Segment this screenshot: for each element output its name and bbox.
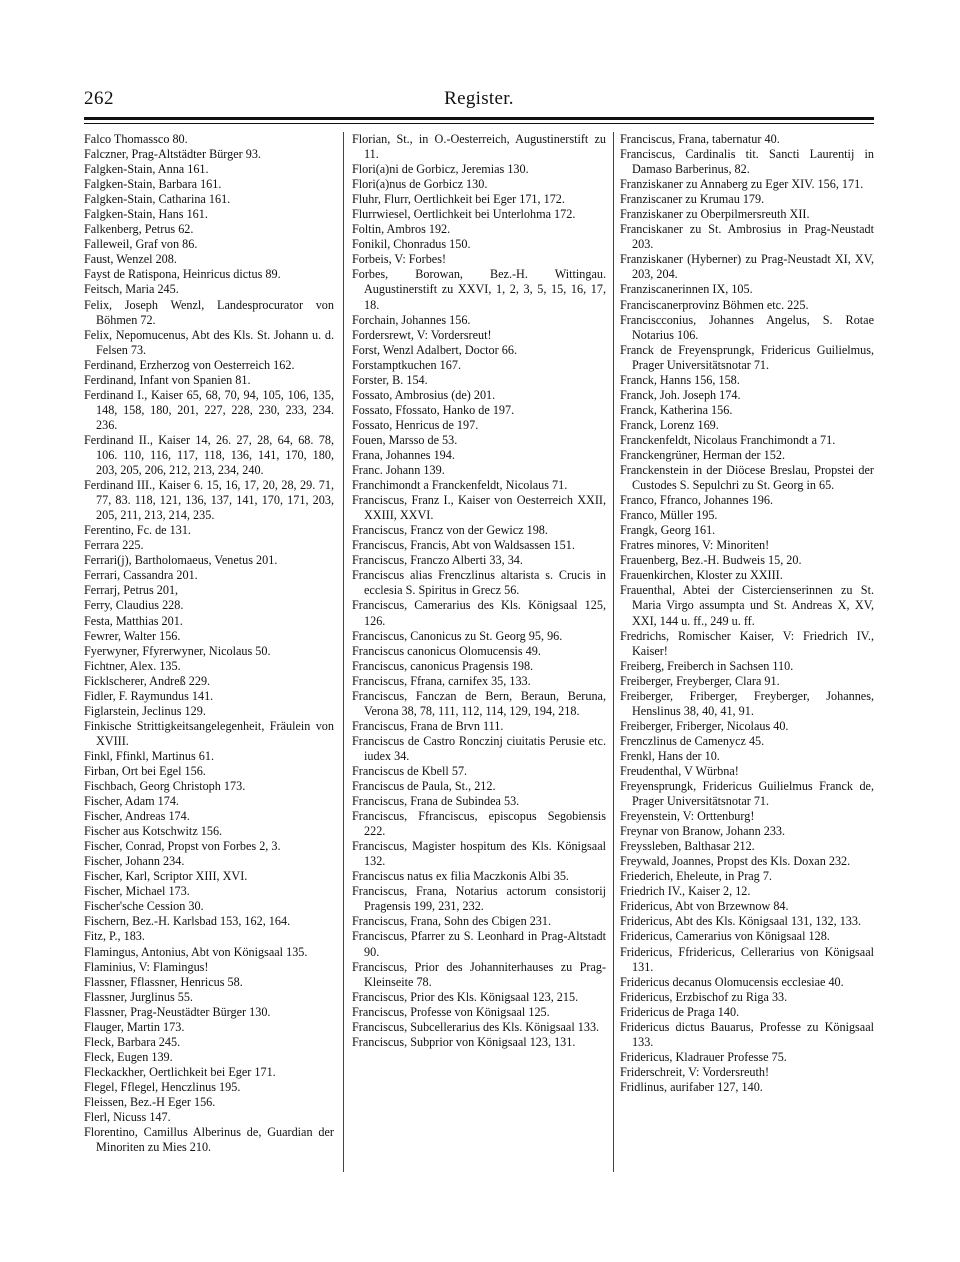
register-entry: Fridericus decanus Olomucensis ecclesiae 40. [620, 974, 844, 989]
page-header [84, 88, 874, 114]
register-entry: Falkenberg, Petrus 62. [84, 222, 194, 237]
register-entry: Franckenfeldt, Nicolaus Franchimondt a 71. [620, 432, 836, 447]
register-entry: Franchimondt a Franckenfeldt, Nicolaus 71. [352, 478, 568, 493]
register-entry: Franciscus, Magister hospitum des Kls. Königsaal 132. [352, 839, 606, 869]
register-entry: Franckenstein in der Diöcese Breslau, Propstei der Custodes S. Sepulchri zu St. Georg in 65. [620, 463, 874, 493]
register-entry: Foltin, Ambros 192. [352, 222, 451, 237]
register-entry: Franck, Katherina 156. [620, 402, 733, 417]
register-entry: Ferdinand, Erzherzog von Oesterreich 162. [84, 357, 295, 372]
register-entry: Franciscus, Camerarius des Kls. Königsaal 125, 126. [352, 598, 606, 628]
register-entry: Fossato, Ambrosius (de) 201. [352, 387, 496, 402]
register-entry: Forbeis, V: Forbes! [352, 252, 446, 267]
register-entry: Frangk, Georg 161. [620, 523, 716, 538]
register-entry: Figlarstein, Jeclinus 129. [84, 703, 206, 718]
register-entry: Franciscanerprovinz Böhmen etc. 225. [620, 297, 809, 312]
register-entry: Fleckackher, Oertlichkeit bei Eger 171. [84, 1064, 276, 1079]
register-entry: Franck, Joh. Joseph 174. [620, 387, 741, 402]
register-entry: Fridericus, Kladrauer Professe 75. [620, 1049, 787, 1064]
register-entry: Ferrara 225. [84, 538, 144, 553]
register-entry: Franciscus, Franz I., Kaiser von Oesterreich XXII, XXIII, XXVI. [352, 493, 606, 523]
register-entry: Franciscus, Fanczan de Bern, Beraun, Beruna, Verona 38, 78, 111, 112, 114, 129, 194, 218. [352, 688, 606, 718]
register-entry: Frauenthal, Abtei der Cistercienserinnen zu St. Maria Virgo assumpta und St. Andreas X, XV, XXI, 144 u. ff., 249 u. ff. [620, 583, 874, 628]
register-entry: Flassner, Fflassner, Henricus 58. [84, 974, 243, 989]
register-entry: Flori(a)nus de Gorbicz 130. [352, 177, 488, 192]
register-entry: Fischer, Michael 173. [84, 884, 190, 899]
register-entry: Franco, Ffranco, Johannes 196. [620, 493, 773, 508]
register-entry: Franciscus, Francz von der Gewicz 198. [352, 523, 548, 538]
register-entry: Fischer, Adam 174. [84, 794, 179, 809]
register-entry: Franciscus, Professe von Königsaal 125. [352, 1004, 550, 1019]
register-entry: Fischbach, Georg Christoph 173. [84, 779, 246, 794]
register-entry: Franciscus, Canonicus zu St. Georg 95, 96. [352, 628, 563, 643]
register-entry: Franciscus, Pfarrer zu S. Leonhard in Prag-Altstadt 90. [352, 929, 606, 959]
register-entry: Forst, Wenzl Adalbert, Doctor 66. [352, 342, 517, 357]
register-entry: Frauenberg, Bez.-H. Budweis 15, 20. [620, 553, 802, 568]
register-entry: Franciscus, Ffrana, carnifex 35, 133. [352, 673, 531, 688]
register-entry: Freudenthal, V Würbna! [620, 763, 739, 778]
register-entry: Frenczlinus de Camenycz 45. [620, 733, 765, 748]
register-entry: Feitsch, Maria 245. [84, 282, 179, 297]
register-entry: Fluhr, Flurr, Oertlichkeit bei Eger 171, 172. [352, 192, 565, 207]
register-entry: Finkische Strittigkeitsangelegenheit, Fräulein von XVIII. [84, 718, 334, 748]
register-entry: Fridericus dictus Bauarus, Professe zu Königsaal 133. [620, 1019, 874, 1049]
register-entry: Fridericus, Abt des Kls. Königsaal 131, 132, 133. [620, 914, 862, 929]
register-entry: Frenkl, Hans der 10. [620, 748, 720, 763]
register-entry: Franziskaner zu Oberpilmersreuth XII. [620, 207, 810, 222]
register-entry: Franziscaner zu Krumau 179. [620, 192, 765, 207]
register-entry: Franciscus de Paula, St., 212. [352, 779, 496, 794]
register-entry: Fouen, Marsso de 53. [352, 432, 458, 447]
register-entry: Falgken-Stain, Catharina 161. [84, 192, 231, 207]
register-entry: Fleck, Eugen 139. [84, 1049, 173, 1064]
register-entry: Fischer, Johann 234. [84, 854, 185, 869]
register-entry: Franciscus alias Frenczlinus altarista s. Crucis in ecclesia S. Spiritus in Grecz 56. [352, 568, 606, 598]
register-entry: Franciscus, Prior des Johanniterhauses zu Prag-Kleinseite 78. [352, 959, 606, 989]
register-entry: Fleissen, Bez.-H Eger 156. [84, 1095, 216, 1109]
register-entry: Frauenkirchen, Kloster zu XXIII. [620, 568, 783, 583]
register-entry: Franciscconius, Johannes Angelus, S. Rotae Notarius 106. [620, 312, 874, 342]
column-divider-1 [343, 132, 344, 1172]
register-entry: Forstamptkuchen 167. [352, 357, 461, 372]
running-head: Register. [444, 88, 514, 109]
register-entry: Flassner, Prag-Neustädter Bürger 130. [84, 1004, 271, 1019]
register-entry: Ferrari, Cassandra 201. [84, 568, 198, 583]
register-entry: Flurrwiesel, Oertlichkeit bei Unterlohma 172. [352, 207, 576, 222]
register-entry: Freiberger, Friberger, Nicolaus 40. [620, 718, 789, 733]
register-entry: Franciscus, Frana, tabernatur 40. [620, 132, 780, 146]
register-entry: Fridlinus, aurifaber 127, 140. [620, 1079, 763, 1094]
register-entry: Franciscus, Subcellerarius des Kls. Königsaal 133. [352, 1019, 600, 1034]
register-entry: Falco Thomassco 80. [84, 132, 188, 146]
register-entry: Festa, Matthias 201. [84, 613, 183, 628]
register-entry: Franciscus, Cardinalis tit. Sancti Laurentij in Damaso Barberinus, 82. [620, 147, 874, 177]
register-entry: Fitz, P., 183. [84, 929, 145, 944]
register-entry: Freyenstein, V: Orttenburg! [620, 809, 755, 824]
register-entry: Falczner, Prag-Altstädter Bürger 93. [84, 147, 261, 162]
register-entry: Felix, Joseph Wenzl, Landesprocurator von Böhmen 72. [84, 297, 334, 327]
register-entry: Franziskaner (Hyberner) zu Prag-Neustadt XI, XV, 203, 204. [620, 252, 874, 282]
register-entry: Falgken-Stain, Barbara 161. [84, 177, 222, 192]
register-entry: Flerl, Nicuss 147. [84, 1110, 171, 1125]
register-entry: Franciscus canonicus Olomucensis 49. [352, 643, 541, 658]
register-entry: Ferdinand II., Kaiser 14, 26. 27, 28, 64, 68. 78, 106. 110, 116, 117, 118, 136, 141, 170, 180, 203, 205, 206, 212, 213, 234, 240. [84, 432, 334, 478]
register-entry: Felix, Nepomucenus, Abt des Kls. St. Johann u. d. Felsen 73. [84, 327, 334, 357]
register-entry: Fossato, Ffossato, Hanko de 197. [352, 402, 515, 417]
page-number: 262 [84, 88, 114, 109]
register-entry: Ferentino, Fc. de 131. [84, 523, 191, 538]
register-entry: Fredrichs, Romischer Kaiser, V: Friedrich IV., Kaiser! [620, 628, 874, 658]
register-entry: Ferdinand, Infant von Spanien 81. [84, 372, 251, 387]
register-entry: Ferdinand I., Kaiser 65, 68, 70, 94, 105, 106, 135, 148, 158, 180, 201, 227, 228, 230, 233, 234. 236. [84, 387, 334, 432]
header-rule-thin [84, 123, 874, 124]
register-entry: Franco, Müller 195. [620, 508, 718, 523]
register-entry: Franciscus, Francis, Abt von Waldsassen 151. [352, 538, 575, 553]
register-entry: Fossato, Henricus de 197. [352, 417, 479, 432]
register-entry: Freiberger, Friberger, Freyberger, Johannes, Henslinus 38, 40, 41, 91. [620, 688, 874, 718]
register-entry: Fridericus, Ffridericus, Cellerarius von Königsaal 131. [620, 944, 874, 974]
register-entry: Flassner, Jurglinus 55. [84, 989, 193, 1004]
register-entry: Flegel, Fflegel, Henczlinus 195. [84, 1079, 241, 1094]
register-entry: Franck de Freyensprungk, Fridericus Guilielmus, Prager Universitätsnotar 71. [620, 342, 874, 372]
register-entry: Franciscus, Frana, Notarius actorum consistorij Pragensis 199, 231, 232. [352, 884, 606, 914]
register-entry: Franciscus, canonicus Pragensis 198. [352, 658, 534, 673]
register-entry: Forster, B. 154. [352, 372, 428, 387]
register-entry: Flamingus, Antonius, Abt von Königsaal 135. [84, 944, 308, 959]
register-entry: Fischer aus Kotschwitz 156. [84, 824, 223, 839]
register-entry: Franciscus, Frana, Sohn des Cbigen 231. [352, 914, 552, 929]
register-entry: Forchain, Johannes 156. [352, 312, 471, 327]
register-entry: Ficklscherer, Andreß 229. [84, 673, 211, 688]
page [84, 0, 874, 1262]
register-entry: Franciscus, Franczo Alberti 33, 34. [352, 553, 523, 568]
register-entry: Friedrich IV., Kaiser 2, 12. [620, 884, 751, 899]
register-entry: Ferrari(j), Bartholomaeus, Venetus 201. [84, 553, 278, 568]
register-entry: Flaminius, V: Flamingus! [84, 959, 209, 974]
register-entry: Franciscus de Kbell 57. [352, 763, 468, 778]
register-entry: Forbes, Borowan, Bez.-H. Wittingau. Augustinerstift zu XXVI, 1, 2, 3, 5, 15, 16, 17, 18. [352, 267, 606, 312]
register-entry: Fridericus de Praga 140. [620, 1004, 740, 1019]
register-entry: Faust, Wenzel 208. [84, 252, 177, 267]
register-entry: Falgken-Stain, Anna 161. [84, 162, 209, 177]
register-entry: Franziskaner zu Annaberg zu Eger XIV. 156, 171. [620, 177, 864, 192]
register-entry: Fischer, Andreas 174. [84, 809, 190, 824]
register-entry: Friderschreit, V: Vordersreuth! [620, 1064, 770, 1079]
register-column-3 [620, 132, 874, 1172]
register-entry: Franciscus natus ex filia Maczkonis Albi 35. [352, 869, 569, 884]
register-entry: Ferrarj, Petrus 201, [84, 583, 179, 598]
register-entry: Firban, Ort bei Egel 156. [84, 763, 206, 778]
register-entry: Freywald, Joannes, Propst des Kls. Doxan 232. [620, 854, 851, 869]
register-entry: Fayst de Ratispona, Heinricus dictus 89. [84, 267, 281, 282]
register-entry: Franciscus, Subprior von Königsaal 123, 131. [352, 1034, 576, 1049]
column-divider-2 [613, 132, 614, 1172]
register-entry: Franciscus de Castro Ronczinj ciuitatis Perusie etc. iudex 34. [352, 733, 606, 763]
register-entry: Franckengrüner, Herman der 152. [620, 447, 785, 462]
register-entry: Fischer, Karl, Scriptor XIII, XVI. [84, 869, 248, 884]
register-entry: Freyssleben, Balthasar 212. [620, 839, 755, 854]
register-entry: Finkl, Ffinkl, Martinus 61. [84, 748, 215, 763]
register-entry: Franck, Hanns 156, 158. [620, 372, 740, 387]
register-entry: Flori(a)ni de Gorbicz, Jeremias 130. [352, 162, 529, 177]
register-entry: Fischer, Conrad, Propst von Forbes 2, 3. [84, 839, 281, 854]
register-entry: Freyensprungk, Fridericus Guilielmus Franck de, Prager Universitätsnotar 71. [620, 779, 874, 809]
register-entry: Franc. Johann 139. [352, 463, 445, 478]
register-entry: Flauger, Martin 173. [84, 1019, 185, 1034]
register-entry: Fridericus, Camerarius von Königsaal 128. [620, 929, 830, 944]
register-entry: Friederich, Eheleute, in Prag 7. [620, 869, 772, 884]
register-entry: Fordersrewt, V: Vordersreut! [352, 327, 492, 342]
register-entry: Freynar von Branow, Johann 233. [620, 824, 786, 839]
register-entry: Fidler, F. Raymundus 141. [84, 688, 214, 703]
register-entry: Freiberg, Freiberch in Sachsen 110. [620, 658, 794, 673]
register-entry: Franciscus, Prior des Kls. Königsaal 123, 215. [352, 989, 579, 1004]
register-entry: Franciscus, Ffranciscus, episcopus Segobiensis 222. [352, 809, 606, 839]
register-entry: Franciscus, Frana de Brvn 111. [352, 718, 504, 733]
register-entry: Fonikil, Chonradus 150. [352, 237, 471, 252]
register-entry: Franciskaner zu St. Ambrosius in Prag-Neustadt 203. [620, 222, 874, 252]
register-entry: Fischer'sche Cession 30. [84, 899, 204, 914]
register-entry: Franziscanerinnen IX, 105. [620, 282, 753, 297]
register-entry: Franck, Lorenz 169. [620, 417, 719, 432]
register-entry: Frana, Johannes 194. [352, 447, 455, 462]
register-columns [84, 132, 874, 1172]
register-entry: Fischern, Bez.-H. Karlsbad 153, 162, 164. [84, 914, 291, 929]
register-entry: Florian, St., in O.-Oesterreich, Augustinerstift zu 11. [352, 132, 606, 162]
register-entry: Fichtner, Alex. 135. [84, 658, 181, 673]
register-entry: Ferry, Claudius 228. [84, 598, 184, 613]
register-entry: Falleweil, Graf von 86. [84, 237, 198, 252]
register-entry: Falgken-Stain, Hans 161. [84, 207, 208, 222]
register-column-2 [352, 132, 606, 1172]
header-rule-thick [84, 117, 874, 120]
register-entry: Florentino, Camillus Alberinus de, Guardian der Minoriten zu Mies 210. [84, 1125, 334, 1155]
register-entry: Freiberger, Freyberger, Clara 91. [620, 673, 780, 688]
register-entry: Fridericus, Abt von Brzewnow 84. [620, 899, 789, 914]
register-entry: Fyerwyner, Ffyrerwyner, Nicolaus 50. [84, 643, 271, 658]
register-entry: Fridericus, Erzbischof zu Riga 33. [620, 989, 788, 1004]
register-column-1 [84, 132, 334, 1172]
register-entry: Ferdinand III., Kaiser 6. 15, 16, 17, 20, 28, 29. 71, 77, 83. 118, 121, 136, 137, 141, 170, 171, 203, 205, 211, 213, 214, 235. [84, 478, 334, 523]
register-entry: Fratres minores, V: Minoriten! [620, 538, 770, 553]
register-entry: Fewrer, Walter 156. [84, 628, 181, 643]
register-entry: Fleck, Barbara 245. [84, 1034, 181, 1049]
register-entry: Franciscus, Frana de Subindea 53. [352, 794, 520, 809]
